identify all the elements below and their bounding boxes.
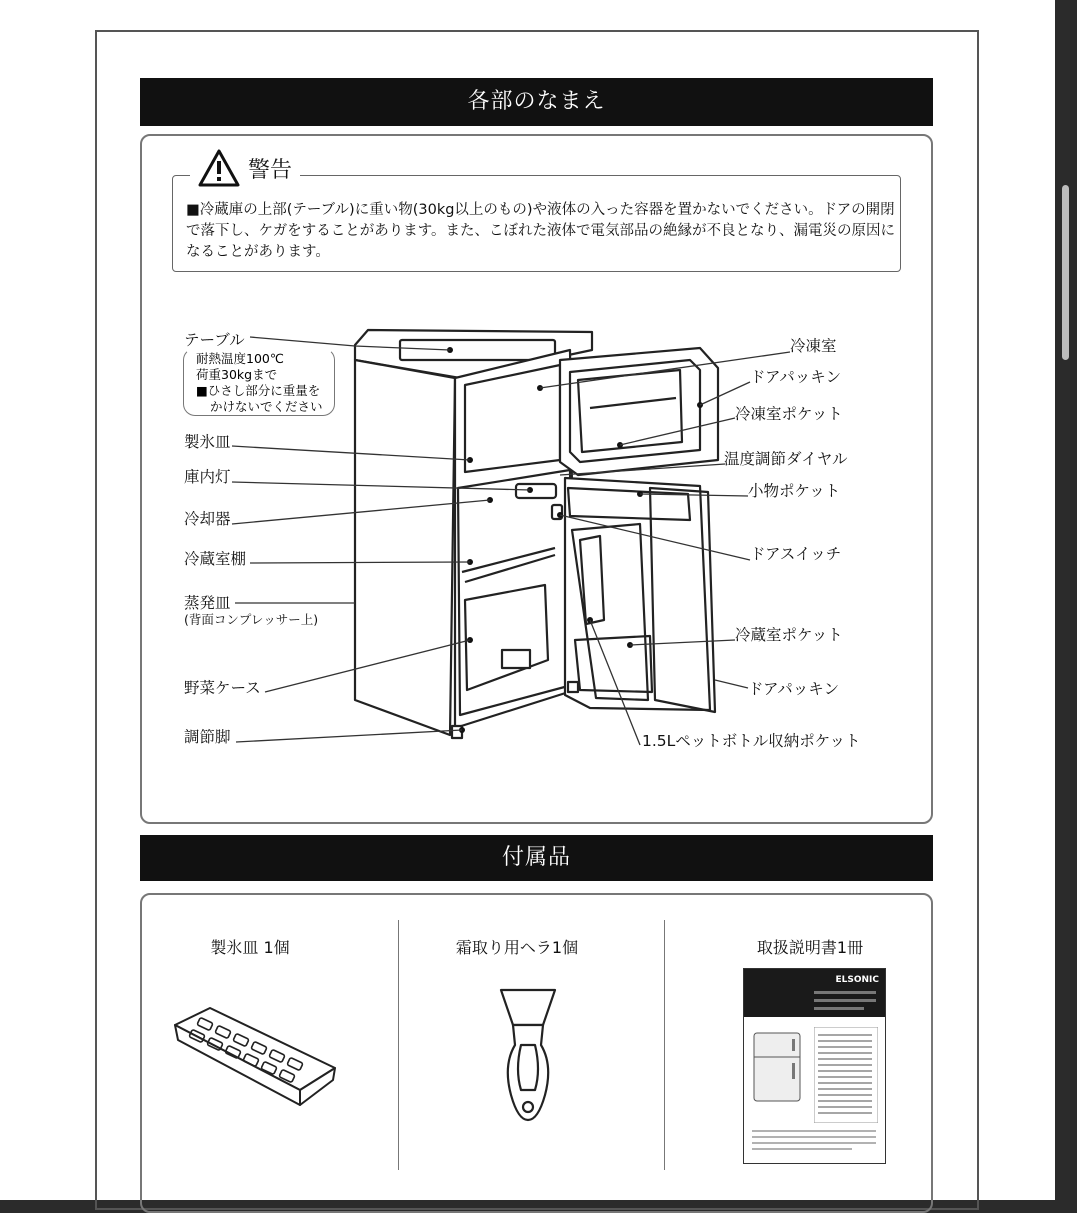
warning-text: ■冷蔵庫の上部(テーブル)に重い物(30kg以上のもの)や液体の入った容器を置かないでください。ドアの開閉で落下し、ケガをすることがあります。また、こぼれた液体で電気部品の絶縁が不良となり、漏電災の原因になることがあります。 <box>186 202 896 260</box>
scrollbar-thumb[interactable] <box>1062 185 1069 360</box>
label-temp-dial: 温度調節ダイヤル <box>724 450 848 468</box>
manual-footer-text <box>752 1127 878 1159</box>
table-note-line-4: かけないでください <box>210 399 323 414</box>
manual-fridge-picture <box>752 1031 804 1103</box>
accessories-section-title: 付属品 <box>140 835 933 881</box>
accessory-ice-tray-label: 製氷皿 1個 <box>210 938 290 957</box>
manual-contents-list <box>814 1027 878 1123</box>
label-vegetable-case: 野菜ケース <box>184 679 261 697</box>
label-fridge-shelf: 冷蔵室棚 <box>184 550 247 568</box>
warning-title: 警告 <box>248 157 293 183</box>
label-ice-tray: 製氷皿 <box>184 433 231 451</box>
table-note-line-1: 耐熱温度100℃ <box>196 351 284 366</box>
label-table: テーブル <box>184 331 245 349</box>
label-door-switch: ドアスイッチ <box>750 545 842 563</box>
manual-cover-header <box>744 969 885 1017</box>
table-note-line-3: ■ひさし部分に重量を <box>196 383 321 398</box>
manual-brand: ELSONIC <box>835 975 879 985</box>
label-bottle-pocket: 1.5Lペットボトル収納ポケット <box>642 732 861 750</box>
accessories-divider-2 <box>664 920 665 1170</box>
accessory-scraper-label: 霜取り用ヘラ1個 <box>455 938 579 957</box>
label-interior-light: 庫内灯 <box>184 468 231 486</box>
label-evaporating-dish-note: (背面コンプレッサー上) <box>184 612 319 627</box>
parts-section-title: 各部のなまえ <box>140 78 933 126</box>
label-door-gasket-top: ドアパッキン <box>750 368 842 386</box>
accessory-manual-label: 取扱説明書1冊 <box>756 938 864 957</box>
table-note <box>183 348 335 416</box>
label-small-pocket: 小物ポケット <box>748 482 841 500</box>
label-door-gasket-bottom: ドアパッキン <box>748 680 840 698</box>
label-freezer: 冷凍室 <box>790 337 837 355</box>
scraper-icon <box>493 985 563 1125</box>
label-fridge-pocket: 冷蔵室ポケット <box>735 626 843 644</box>
label-adjustable-leg: 調節脚 <box>184 728 231 746</box>
manual-icon <box>743 968 886 1164</box>
label-freezer-pocket: 冷凍室ポケット <box>735 405 843 423</box>
label-evaporating-dish: 蒸発皿 <box>184 594 231 612</box>
label-cooler: 冷却器 <box>184 510 231 528</box>
table-note-line-2: 荷重30kgまで <box>196 367 278 382</box>
ice-tray-icon <box>170 1000 340 1110</box>
